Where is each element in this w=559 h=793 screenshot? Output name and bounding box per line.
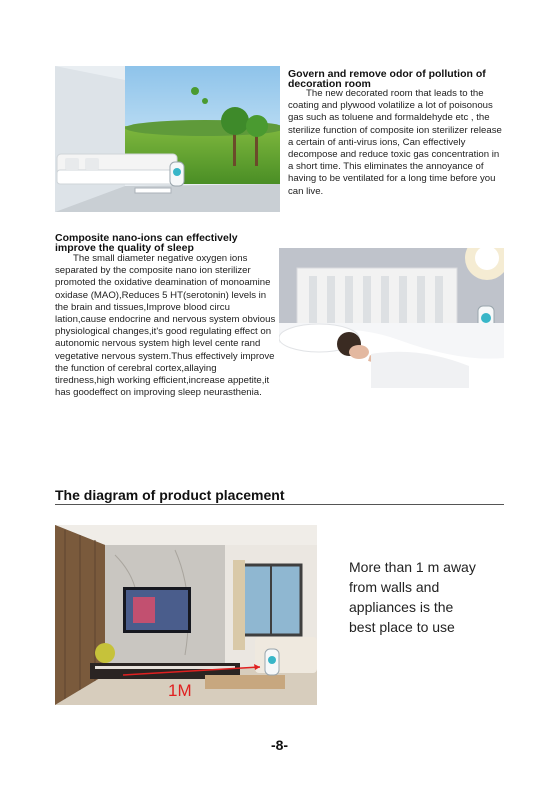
page-number: -8- (270, 737, 289, 753)
living-room-illustration (55, 66, 280, 212)
bedroom-illustration (279, 248, 504, 401)
sleep-section-text: The small diameter negative oxygen ions separated by the composite nano ion sterilizer promoted the oxidative deamination of monoamine oxidase (MAO),Reduces 5 HT(serotonin) levels in the brain and tissues,Improve blood circu lation,cause endocrine and nervous system obvious physiological changes,it's good regulating effect on autonomic nervous system high level cente rand vegetative nervous system.Thus effectively improve the function of cerebral cortex,allaying tiredness,high working efficient,increase appetite,it has goodeffect on improving sleep neurasthenia. (55, 253, 276, 399)
placement-illustration (55, 525, 317, 705)
bedroom-photo (279, 248, 504, 401)
distance-label: 1M (168, 681, 192, 700)
pollution-section-text: The new decorated room that leads to the coating and plywood volatilize a lot of poisonous gas such as toluene and formaldehyde etc , the sterilize function of composite ion sterilizer release a certain of anti-virus ions, Can effectively decompose and reduce toxic gas concentration in a short time. This eliminates the annoyance of having to be ventilated for a long time before you can live. (288, 88, 502, 197)
pollution-section-heading: Govern and remove odor of pollution of decoration room (288, 68, 486, 90)
placement-note: More than 1 m away from walls and appliances is the best place to use (349, 559, 476, 635)
placement-photo (55, 525, 317, 705)
sleep-section-heading: Composite nano-ions can effectively improve the quality of sleep (55, 232, 238, 254)
living-room-photo (55, 66, 280, 212)
pollution-section-body (288, 88, 506, 198)
section-divider (55, 504, 504, 505)
sleep-section-body (55, 253, 277, 399)
placement-title: The diagram of product placement (55, 487, 285, 503)
